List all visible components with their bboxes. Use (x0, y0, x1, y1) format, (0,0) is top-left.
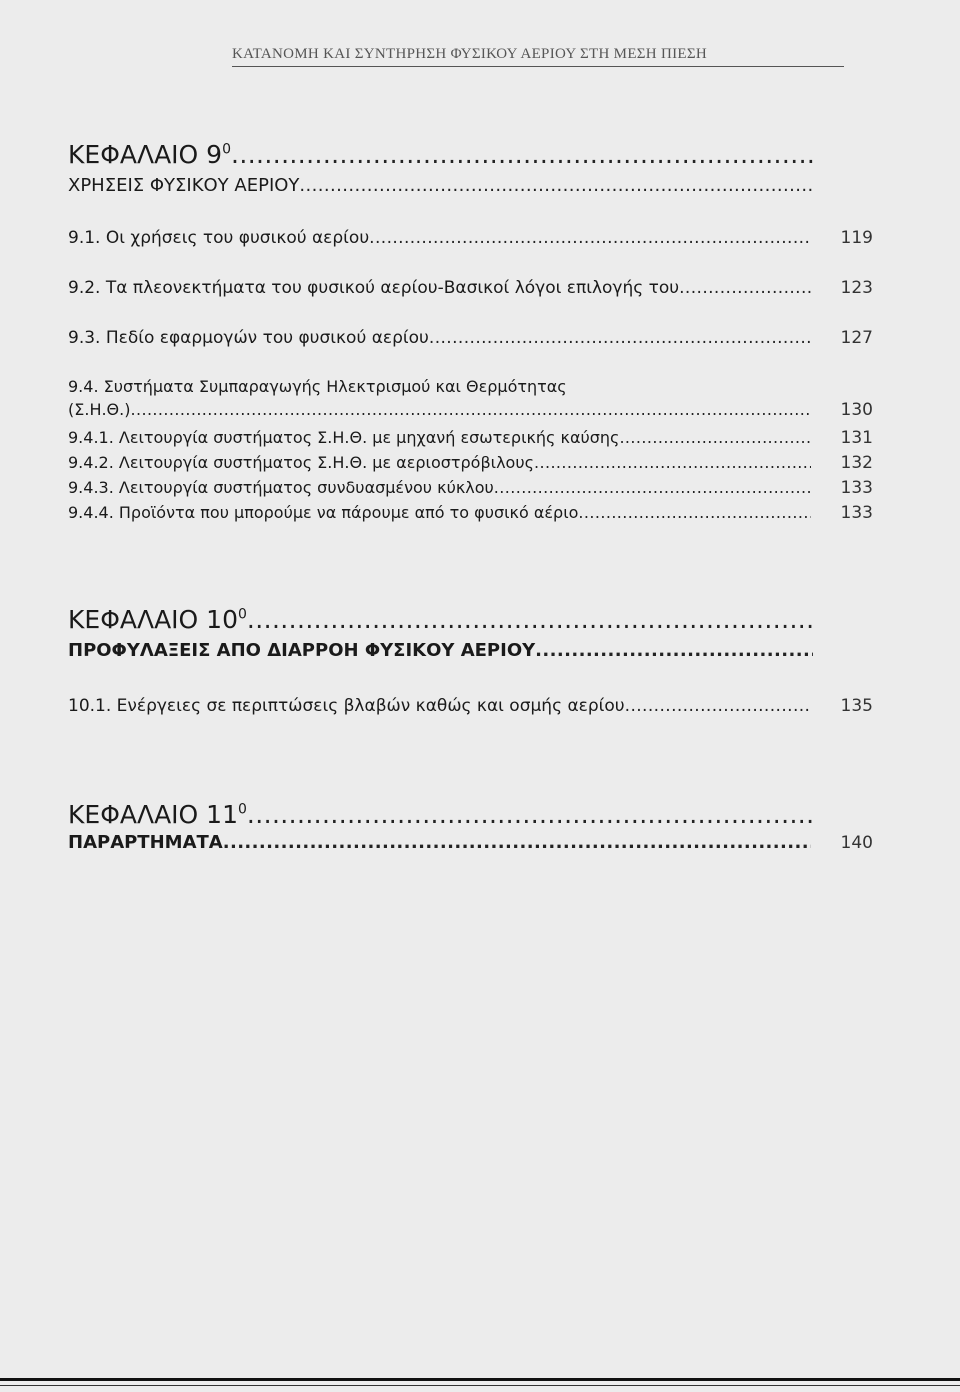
toc-entry-9-2[interactable] (68, 278, 873, 298)
chapter-9-subtitle (68, 175, 813, 196)
chapter-10-sup: 0 (237, 606, 247, 623)
chapter-11-page: 140 (840, 833, 873, 853)
toc-subentries (68, 428, 873, 528)
toc-entry-9-4-4[interactable] (68, 503, 873, 528)
bottom-rule-thin (0, 1385, 960, 1386)
bottom-rule (0, 1378, 960, 1381)
chapter-11-sup: 0 (237, 801, 247, 818)
toc-entry-9-2-page: 123 (840, 278, 873, 298)
toc-entry-9-4-2-page: 132 (840, 453, 873, 473)
toc-entry-10-1-page: 135 (840, 696, 873, 716)
toc-entry-9-4-4-page: 133 (840, 503, 873, 523)
toc-entry-10-1[interactable] (68, 696, 873, 716)
chapter-10-heading (68, 605, 813, 634)
toc-entry-9-1[interactable] (68, 228, 873, 248)
toc-entry-9-4-page: 130 (840, 400, 873, 420)
toc-entry-9-4-2[interactable] (68, 453, 873, 478)
chapter-9-heading (68, 140, 813, 169)
chapter-9-subtitle-text: ΧΡΗΣΕΙΣ ΦΥΣΙΚΟΥ ΑΕΡΙΟΥ ..... (68, 175, 813, 196)
toc-entry-10-1-text: 10.1. Ενέργειες σε περιπτώσεις βλαβών καθώς και οσμής αερίου ..... (68, 696, 811, 716)
chapter-9-title: ΚΕΦΑΛΑΙΟ 9 (68, 140, 223, 169)
chapter-11-subtitle-text: ΠΑΡΑΡΤΗΜΑΤΑ ..... (68, 832, 811, 853)
running-header: ΚΑΤΑΝΟΜΗ ΚΑΙ ΣΥΝΤΗΡΗΣΗ ΦΥΣΙΚΟΥ ΑΕΡΙΟΥ ΣΤΗ ΜΕΣΗ ΠΙΕΣΗ (232, 46, 708, 62)
toc-entry-9-4-3-page: 133 (840, 478, 873, 498)
toc-entry-9-4-1[interactable] (68, 428, 873, 453)
toc-entry-9-4-1-page: 131 (840, 428, 873, 448)
toc-entry-9-1-text: 9.1. Οι χρήσεις του φυσικού αερίου ..... (68, 228, 811, 248)
header-rule (232, 66, 844, 67)
toc-entry-9-3-text: 9.3. Πεδίο εφαρμογών του φυσικού αερίου ..... (68, 328, 811, 348)
toc-entry-9-1-page: 119 (840, 228, 873, 248)
chapter-10-title: ΚΕΦΑΛΑΙΟ 10 (68, 605, 238, 634)
toc-entry-9-4-2-text: 9.4.2. Λειτουργία συστήματος Σ.Η.Θ. με αεριοστρόβιλους ..... (68, 453, 811, 472)
chapter-11-title: ΚΕΦΑΛΑΙΟ 11 (68, 800, 238, 829)
toc-entry-9-4[interactable] (68, 377, 873, 420)
toc-entry-9-4-3-text: 9.4.3. Λειτουργία συστήματος συνδυασμένου κύκλου ..... (68, 478, 811, 497)
toc-entry-9-3[interactable] (68, 328, 873, 348)
toc-entry-9-4-1-text: 9.4.1. Λειτουργία συστήματος Σ.Η.Θ. με μηχανή εσωτερικής καύσης ..... (68, 428, 811, 447)
toc-entry-9-4-3[interactable] (68, 478, 873, 503)
chapter-10-subtitle-text: ΠΡΟΦΥΛΑΞΕΙΣ ΑΠΟ ΔΙΑΡΡΟΗ ΦΥΣΙΚΟΥ ΑΕΡΙΟΥ ..... (68, 640, 813, 661)
chapter-10-subtitle (68, 640, 813, 661)
toc-entry-9-4-line2: (Σ.Η.Θ.) ..... (68, 400, 811, 419)
toc-entry-9-4-4-text: 9.4.4. Προϊόντα που μπορούμε να πάρουμε από το φυσικό αέριο ..... (68, 503, 811, 522)
chapter-9-sup: 0 (222, 141, 231, 158)
chapter-11-subtitle[interactable] (68, 832, 873, 853)
toc-entry-9-3-page: 127 (840, 328, 873, 348)
toc-entry-9-2-text: 9.2. Τα πλεονεκτήματα του φυσικού αερίου-Βασικοί λόγοι επιλογής του ..... (68, 278, 811, 298)
toc-entry-9-4-line1: 9.4. Συστήματα Συμπαραγωγής Ηλεκτρισμού και Θερμότητας (68, 377, 567, 396)
chapter-11-heading (68, 800, 813, 829)
